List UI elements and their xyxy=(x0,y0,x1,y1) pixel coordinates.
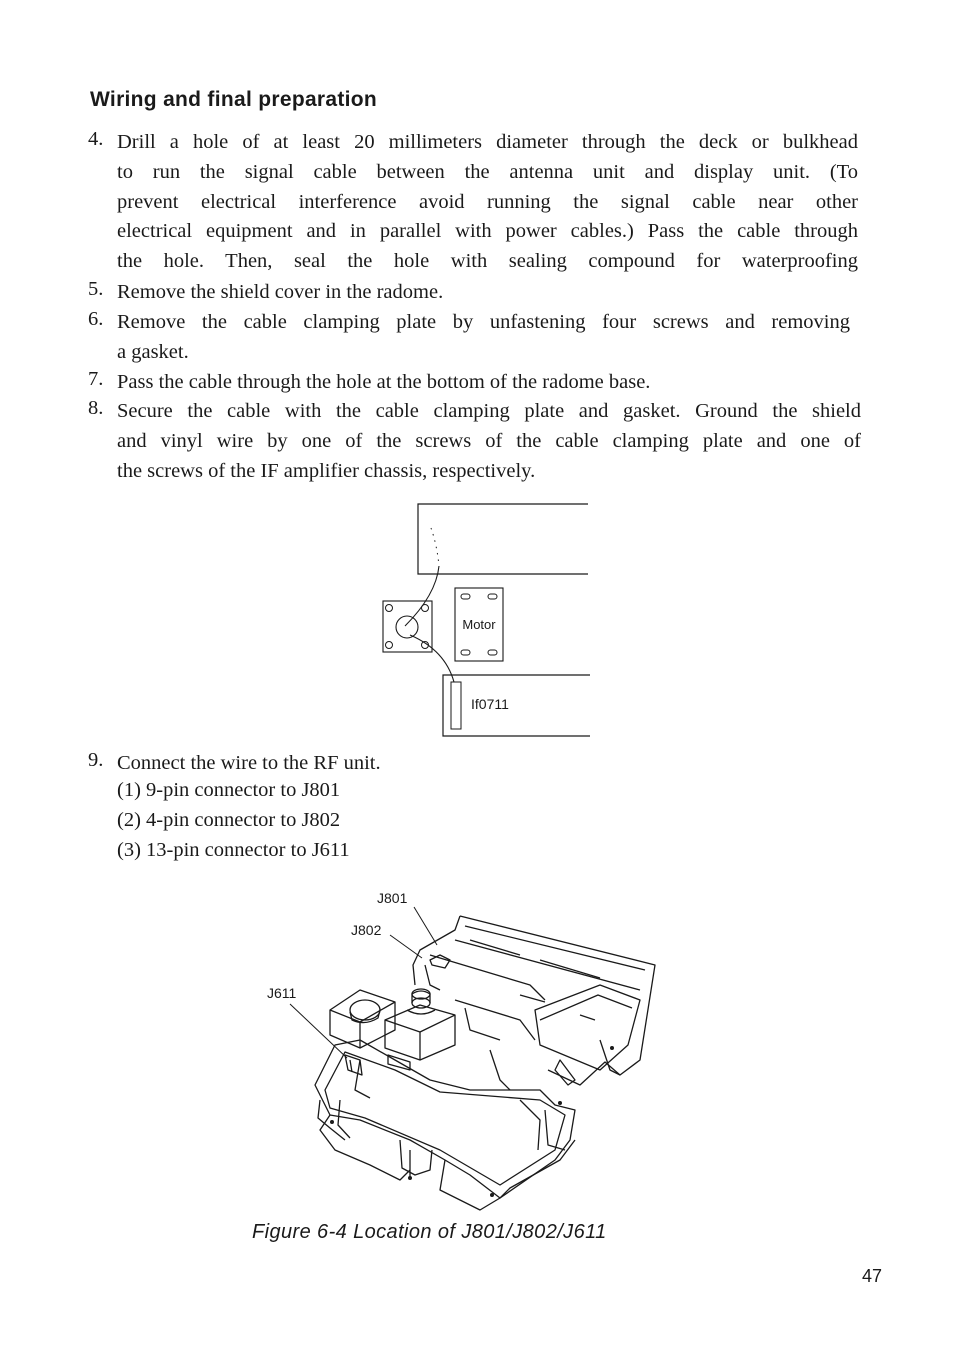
text-line: Drill a hole of at least 20 millimeters diameter through the deck or bulkhead xyxy=(117,131,858,153)
j611-label: J611 xyxy=(267,985,297,1001)
j802-label: J802 xyxy=(351,922,382,938)
text-line: and vinyl wire by one of the screws of the cable clamping plate and one of xyxy=(117,429,861,452)
step-number: 6. xyxy=(88,308,104,330)
text-line: Connect the wire to the RF unit. xyxy=(117,752,381,774)
substep: (3) 13-pin connector to J611 xyxy=(117,839,350,861)
section-title: Wiring and final preparation xyxy=(90,88,378,111)
j801-label: J801 xyxy=(377,890,408,906)
text-line: Remove the cable clamping plate by unfastening four screws and removing xyxy=(117,311,850,333)
text-line: to run the signal cable between the antenna unit and display unit. (To xyxy=(117,160,858,183)
text-line: prevent electrical interference avoid running the signal cable near other xyxy=(117,190,858,213)
board-label: If0711 xyxy=(471,696,509,712)
step-number: 4. xyxy=(88,128,104,150)
text-line: a gasket. xyxy=(117,340,189,363)
step-number: 9. xyxy=(88,749,104,771)
step-number: 7. xyxy=(88,368,104,390)
text-line: electrical equipment and in parallel with power cables.) Pass the cable through xyxy=(117,220,858,243)
substep: (1) 9-pin connector to J801 xyxy=(117,779,341,801)
step-number: 5. xyxy=(88,278,104,300)
page-number: 47 xyxy=(862,1266,883,1286)
substep: (2) 4-pin connector to J802 xyxy=(117,809,341,831)
text-line: Pass the cable through the hole at the bottom of the radome base. xyxy=(117,371,651,393)
text-line: Secure the cable with the cable clamping plate and gasket. Ground the shield xyxy=(117,400,861,422)
motor-label: Motor xyxy=(462,617,496,632)
step-number: 8. xyxy=(88,397,104,419)
text-line: Remove the shield cover in the radome. xyxy=(117,281,444,303)
text-line: the hole. Then, seal the hole with sealing compound for waterproofing xyxy=(117,250,858,273)
text-line: the screws of the IF amplifier chassis, respectively. xyxy=(117,459,536,482)
figure-caption: Figure 6-4 Location of J801/J802/J611 xyxy=(252,1221,607,1243)
